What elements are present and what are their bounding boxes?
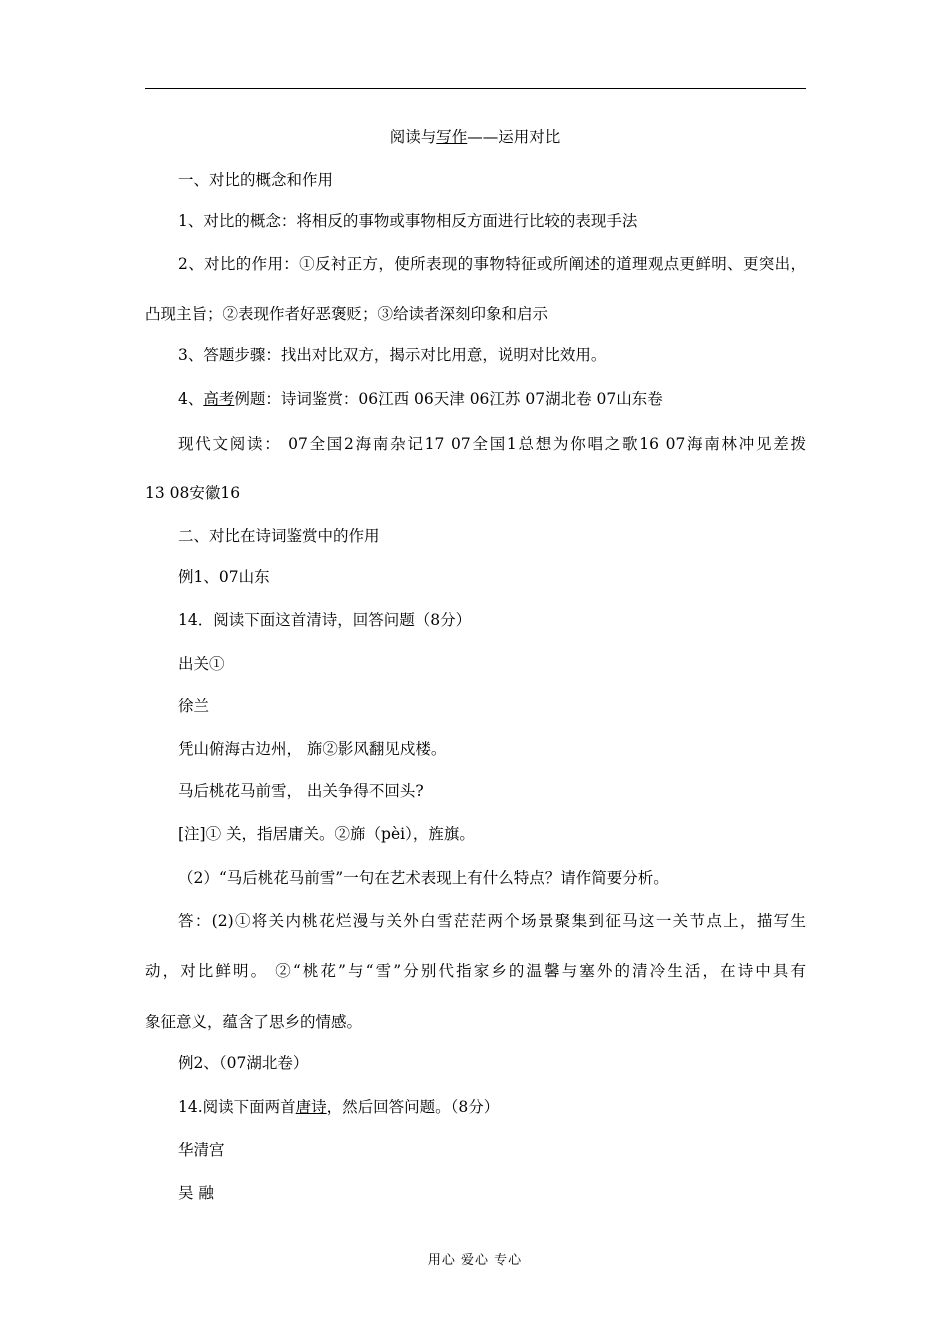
- concept-item: 1、对比的概念：将相反的事物或事物相反方面进行比较的表现手法: [178, 212, 638, 230]
- page-footer: 用心 爱心 专心: [427, 1253, 523, 1268]
- poem1-title: 出关①: [178, 655, 225, 673]
- title-pre: 阅读与: [389, 128, 437, 146]
- q14b-post: ，然后回答问题。（8分）: [326, 1098, 500, 1116]
- function-item-line1: 2、对比的作用：①反衬正方，使所表现的事物特征或所阐述的道理观点更鲜明、更突出，: [178, 255, 806, 273]
- examples-pre: 4、: [178, 390, 204, 408]
- examples-post: 例题：诗词鉴赏：06江西 06天津 06江苏 07湖北卷 07山东卷: [234, 390, 663, 408]
- section2-heading: 二、对比在诗词鉴赏中的作用: [178, 527, 380, 545]
- header-rule: [145, 88, 806, 89]
- answer-line2: 动，对比鲜明。 ②“桃花”与“雪”分别代指家乡的温馨与塞外的清冷生活，在诗中具有: [145, 962, 806, 980]
- question14b: [178, 1097, 499, 1117]
- poem1-author: 徐兰: [178, 697, 210, 715]
- steps-item: 3、答题步骤：找出对比双方，揭示对比用意，说明对比效用。: [178, 346, 607, 364]
- examples-item: [178, 389, 663, 409]
- modern-reading-line2: 13 08安徽16: [145, 484, 241, 502]
- section1-heading: 一、对比的概念和作用: [178, 171, 334, 189]
- sub-question2: （2）“马后桃花马前雪”一句在艺术表现上有什么特点？请作简要分析。: [178, 869, 669, 887]
- question14: 14．阅读下面这首清诗，回答问题（8分）: [178, 611, 472, 629]
- title-post: ——运用对比: [467, 128, 561, 146]
- tang-poem-link[interactable]: 唐诗: [295, 1098, 327, 1116]
- example2-label: 例2、（07湖北卷）: [178, 1054, 309, 1072]
- poem1-line1: 凭山俯海古边州， 旆②影风翻见戍楼。: [178, 740, 447, 758]
- q14b-pre: 14.阅读下面两首: [178, 1098, 296, 1116]
- answer-line3: 象征意义，蕴含了思乡的情感。: [145, 1013, 363, 1031]
- function-item-line2: 凸现主旨；②表现作者好恶褒贬；③给读者深刻印象和启示: [145, 305, 549, 323]
- answer-line1: 答：(2)①将关内桃花烂漫与关外白雪茫茫两个场景聚集到征马这一关节点上，描写生: [178, 912, 806, 930]
- page-title: [0, 127, 950, 147]
- poem1-line2: 马后桃花马前雪， 出关争得不回头?: [178, 782, 424, 800]
- modern-reading-line1: 现代文阅读： 07全国2海南杂记17 07全国1总想为你唱之歌16 07海南林冲见差拨: [178, 435, 806, 453]
- poem2-author: 吴 融: [178, 1184, 214, 1202]
- poem2-title: 华清宫: [178, 1141, 225, 1159]
- poem1-note: [注]① 关，指居庸关。②旆（pèi），旌旗。: [178, 825, 475, 843]
- example1-label: 例1、07山东: [178, 568, 270, 586]
- gaokao-link[interactable]: 高考: [203, 390, 235, 408]
- title-link[interactable]: 写作: [436, 128, 468, 146]
